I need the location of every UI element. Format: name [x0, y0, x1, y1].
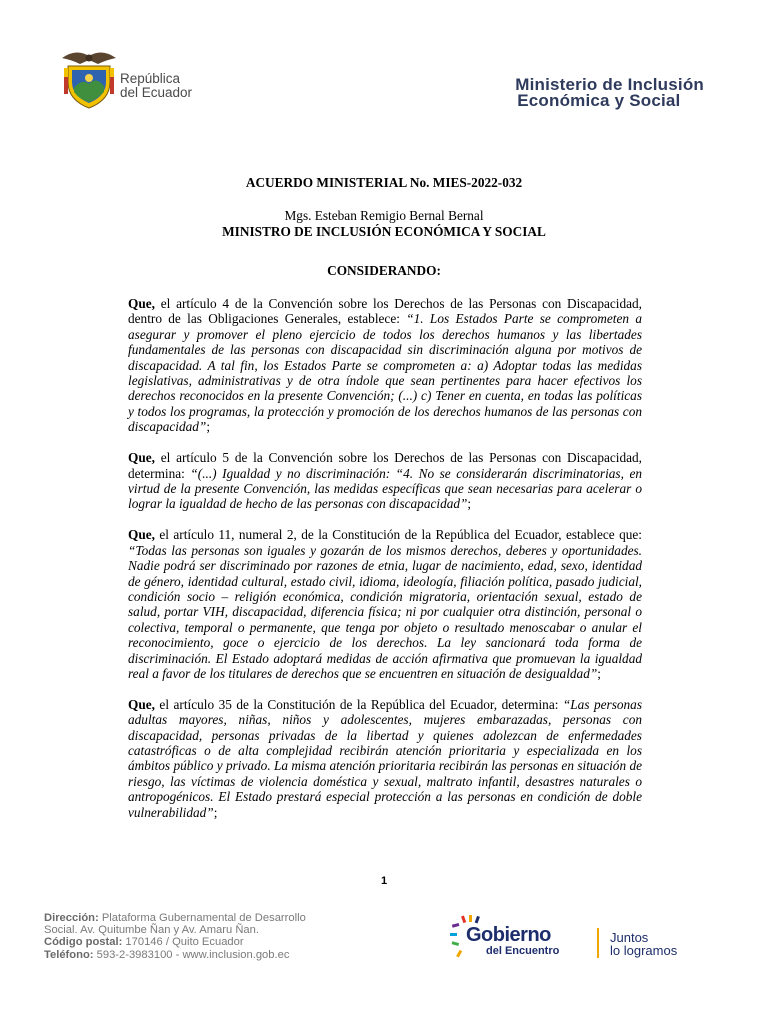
paragraph-lead: Que,	[128, 450, 155, 466]
paragraph-end: ;	[467, 496, 472, 512]
ecuador-coat-of-arms-icon	[58, 48, 120, 110]
footer-address	[44, 912, 306, 961]
footer-phone-line	[44, 949, 306, 961]
minister-role: MINISTRO DE INCLUSIÓN ECONÓMICA Y SOCIAL	[222, 224, 546, 239]
gobierno-wordmark: Gobierno	[466, 924, 551, 946]
paragraph-quote: “(...) Igualdad y no discriminación: “4. No se considerarán discriminatorias, en virtud de la presente Convención, las medidas específicas que sean necesarias para acelerar o lograr la igualdad de hecho de las personas con discapacidad”	[128, 465, 642, 512]
footer-address-line1	[44, 912, 306, 924]
document-body	[128, 296, 642, 836]
paragraph	[128, 697, 642, 820]
phone-label: Teléfono:	[44, 948, 94, 961]
paragraph-end: ;	[213, 804, 218, 820]
paragraph-text: el artículo 35 de la Constitución de la República del Ecuador, determina:	[154, 696, 563, 712]
phone-value: 593-2-3983100 - www.inclusion.gob.ec	[93, 948, 290, 961]
ministry-line1: Ministerio de Inclusión	[515, 75, 704, 94]
slogan-line2: lo logramos	[610, 943, 678, 958]
gobierno-subtitle: del Encuentro	[486, 945, 560, 957]
paragraph-quote: “1. Los Estados Parte se comprometen a asegurar y promover el pleno ejercicio de todos los derechos humanos y las libertades fundamentales de las personas con discapacidad sin discriminación alguna por motivos de discapacidad. A tal fin, los Estados Parte se comprometen a: a) Adoptar todas las medidas legislativas, administrativas y de otra índole que sean pertinentes para hacer efectivos los derechos reconocidos en la presente Convención; (...) c) Tener en cuenta, en todas las políticas y todos los programas, la protección y promoción de los derechos humanos de las personas con discapacidad”	[128, 311, 642, 435]
paragraph-lead: Que,	[128, 527, 155, 543]
paragraph-text: el artículo 5 de la Convención sobre los Derechos de las Personas con Discapacidad, determina:	[128, 450, 642, 481]
page-number: 1	[380, 875, 388, 887]
paragraph-lead: Que,	[128, 296, 155, 311]
paragraph-quote: “Las personas adultas mayores, niñas, niños y adolescentes, mujeres embarazadas, personas con discapacidad, personas privadas de la libertad y quienes adolezcan de enfermedades catastróficas o de alta complejidad recibirán atención prioritaria y especializada en los ámbitos público y privado. La misma atención prioritaria recibirán las personas en situación de riesgo, las víctimas de violencia doméstica y sexual, maltrato infantil, desastres naturales o antropogénicos. El Estado prestará especial protección a las personas en condición de doble vulnerabilidad”	[128, 696, 642, 820]
slogan-line1: Juntos	[610, 930, 649, 945]
slogan	[610, 931, 677, 957]
ministry-label	[515, 77, 704, 109]
republic-line2: del Ecuador	[120, 85, 193, 100]
minister-name: Mgs. Esteban Remigio Bernal Bernal	[284, 208, 484, 223]
paragraph-quote: “Todas las personas son iguales y gozarán de los mismos derechos, deberes y oportunidades. Nadie podrá ser discriminado por razones de etnia, lugar de nacimiento, edad, sexo, identidad de género, identidad cultural, estado civil, idioma, ideología, filiación política, pasado judicial, condición socio – religión económica, condición migratoria, orientación sexual, estado de salud, portar VIH, discapacidad, diferencia física; ni por cualquier otra distinción, personal o colectiva, temporal o permanente, que tenga por objeto o resultado menoscabar o anular el reconocimiento, goce o ejercicio de los derechos. La ley sancionará toda forma de discriminación. El Estado adoptará medidas de acción afirmativa que promuevan la igualdad real a favor de los titulares de derechos que se encuentren en situación de desigualdad”	[128, 542, 642, 681]
paragraph-lead: Que,	[128, 696, 155, 712]
footer-postal-line	[44, 936, 306, 948]
address-value: Plataforma Gubernamental de Desarrollo	[98, 912, 306, 924]
address-label: Dirección:	[44, 912, 99, 924]
paragraph-end: ;	[597, 665, 601, 681]
postal-value: 170146 / Quito Ecuador	[122, 936, 244, 949]
document-title: ACUERDO MINISTERIAL No. MIES-2022-032	[245, 175, 523, 190]
paragraph-text: el artículo 4 de la Convención sobre los Derechos de las Personas con Discapacidad, dentro de las Obligaciones Generales, establece:	[128, 296, 642, 327]
postal-label: Código postal:	[44, 936, 123, 949]
ministry-line2: Económica y Social	[517, 91, 681, 110]
paragraph-end: ;	[206, 419, 211, 435]
paragraph-text: el artículo 11, numeral 2, de la Constitución de la República del Ecuador, establece que:	[154, 527, 642, 543]
section-heading: CONSIDERANDO:	[327, 263, 441, 278]
footer-divider	[597, 928, 599, 958]
paragraph	[128, 296, 642, 435]
republic-line1: República	[120, 71, 181, 86]
paragraph	[128, 450, 642, 512]
paragraph	[128, 527, 642, 681]
republic-label	[120, 72, 192, 100]
footer-address-line2: Social. Av. Quitumbe Ñan y Av. Amaru Ñan.	[44, 924, 259, 937]
